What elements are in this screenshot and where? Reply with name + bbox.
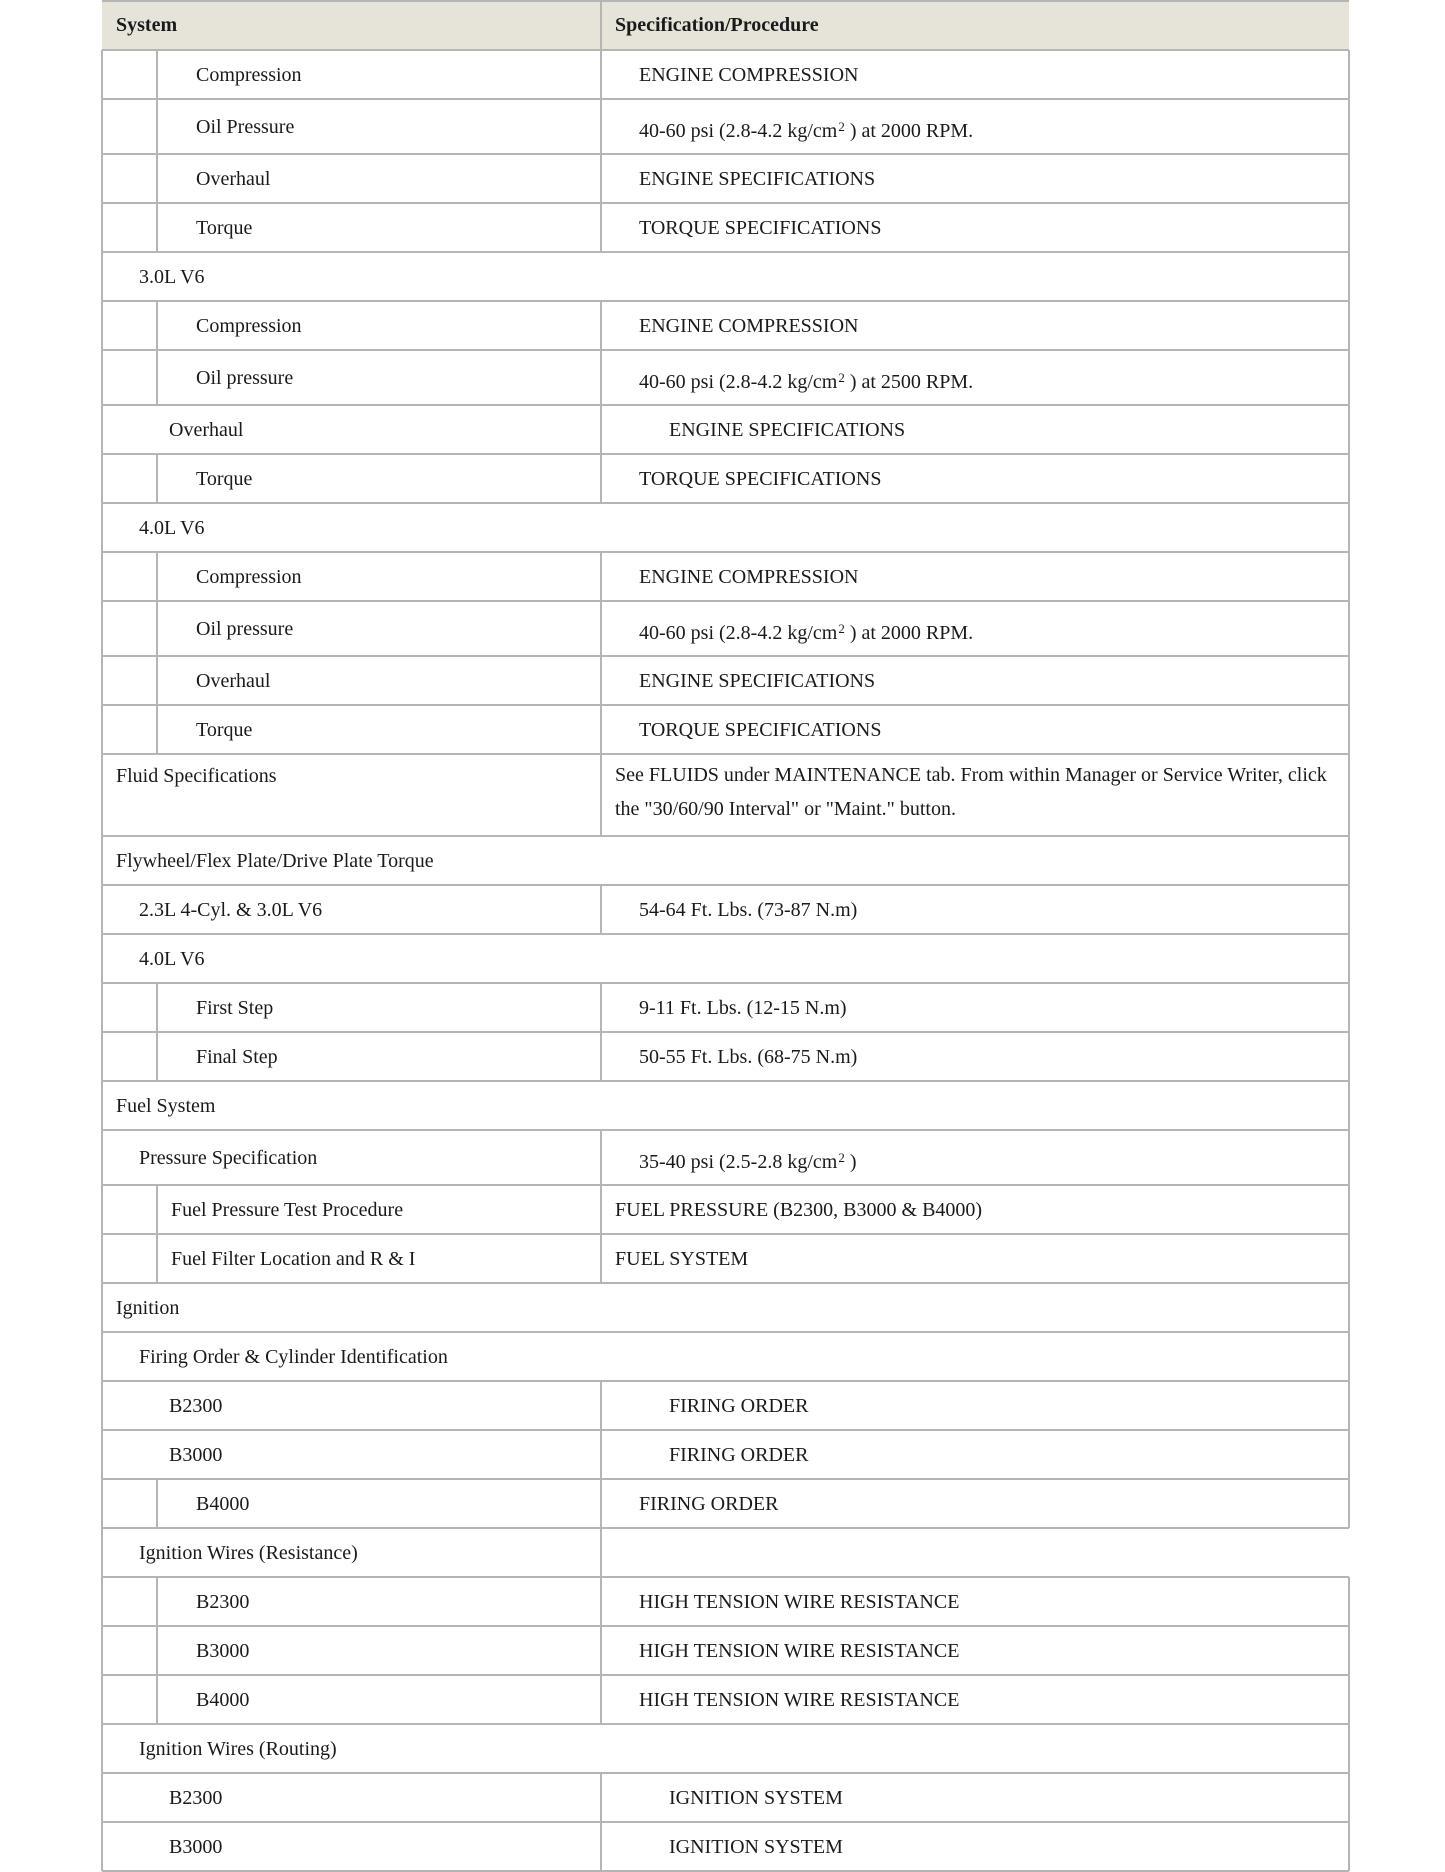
column-border bbox=[1348, 99, 1350, 154]
column-border bbox=[600, 1032, 602, 1081]
column-border bbox=[101, 1528, 103, 1577]
row-value: FIRING ORDER bbox=[669, 1444, 809, 1466]
row-value: See FLUIDS under MAINTENANCE tab. From within Manager or Service Writer, click the "30/60/90 Interval" or "Maint." button. bbox=[615, 764, 1327, 820]
column-border bbox=[600, 99, 602, 154]
column-border bbox=[600, 1430, 602, 1479]
column-border bbox=[101, 503, 103, 552]
column-border bbox=[101, 454, 103, 503]
row-label: Flywheel/Flex Plate/Drive Plate Torque bbox=[116, 850, 434, 872]
column-border bbox=[1348, 405, 1350, 454]
column-border bbox=[600, 0, 602, 50]
column-border bbox=[1348, 656, 1350, 705]
column-border bbox=[101, 1822, 103, 1871]
column-border bbox=[156, 350, 158, 405]
column-border bbox=[600, 1675, 602, 1724]
row-label: B4000 bbox=[196, 1493, 250, 1515]
table-row bbox=[102, 1081, 1349, 1130]
row-value: ENGINE COMPRESSION bbox=[639, 64, 859, 86]
column-border bbox=[101, 1430, 103, 1479]
column-border bbox=[600, 454, 602, 503]
row-label: Torque bbox=[196, 719, 253, 741]
column-border bbox=[1348, 503, 1350, 552]
row-label: Torque bbox=[196, 468, 253, 490]
row-label: Overhaul bbox=[196, 670, 271, 692]
row-value bbox=[639, 119, 973, 143]
value-text: 40-60 psi (2.8-4.2 kg/cm bbox=[639, 371, 838, 393]
column-border bbox=[1348, 754, 1350, 836]
column-border bbox=[101, 934, 103, 983]
row-label: Ignition bbox=[116, 1297, 180, 1319]
value-text: 40-60 psi (2.8-4.2 kg/cm bbox=[639, 120, 838, 142]
column-border bbox=[156, 601, 158, 656]
column-border bbox=[156, 154, 158, 203]
column-border bbox=[1348, 1234, 1350, 1283]
column-border bbox=[600, 601, 602, 656]
row-label: B4000 bbox=[196, 1689, 250, 1711]
row-value: TORQUE SPECIFICATIONS bbox=[639, 468, 882, 490]
column-border bbox=[156, 1675, 158, 1724]
column-border bbox=[101, 1675, 103, 1724]
column-border bbox=[1348, 601, 1350, 656]
row-label: Firing Order & Cylinder Identification bbox=[139, 1346, 448, 1368]
column-border bbox=[600, 1234, 602, 1283]
column-border bbox=[600, 405, 602, 454]
column-border bbox=[101, 1283, 103, 1332]
column-border bbox=[1348, 203, 1350, 252]
column-border bbox=[101, 1234, 103, 1283]
row-value: IGNITION SYSTEM bbox=[669, 1787, 843, 1809]
column-border bbox=[600, 1626, 602, 1675]
column-border bbox=[101, 154, 103, 203]
row-label: Fuel Pressure Test Procedure bbox=[171, 1199, 404, 1221]
column-border bbox=[1348, 1822, 1350, 1871]
column-border bbox=[1348, 1773, 1350, 1822]
column-border bbox=[1348, 1430, 1350, 1479]
table-row bbox=[102, 503, 1349, 552]
column-border bbox=[1348, 983, 1350, 1032]
table-row bbox=[102, 252, 1349, 301]
row-value: ENGINE SPECIFICATIONS bbox=[639, 168, 876, 190]
row-value: TORQUE SPECIFICATIONS bbox=[639, 217, 882, 239]
header-specification: Specification/Procedure bbox=[615, 14, 819, 36]
column-border bbox=[600, 1185, 602, 1234]
column-border bbox=[1348, 50, 1350, 99]
column-border bbox=[600, 1130, 602, 1185]
column-border bbox=[101, 1332, 103, 1381]
column-border bbox=[156, 1234, 158, 1283]
row-label: Torque bbox=[196, 217, 253, 239]
row-value: 54-64 Ft. Lbs. (73-87 N.m) bbox=[639, 899, 858, 921]
column-border bbox=[1348, 1675, 1350, 1724]
value-suffix: ) at 2000 RPM. bbox=[844, 622, 974, 644]
column-border bbox=[1348, 1381, 1350, 1430]
column-border bbox=[101, 601, 103, 656]
column-border bbox=[1348, 350, 1350, 405]
column-border bbox=[156, 50, 158, 99]
column-border bbox=[1348, 1577, 1350, 1626]
column-border bbox=[101, 252, 103, 301]
column-border bbox=[101, 656, 103, 705]
column-border bbox=[1348, 836, 1350, 885]
column-border bbox=[156, 1032, 158, 1081]
row-label: First Step bbox=[196, 997, 274, 1019]
row-value: 50-55 Ft. Lbs. (68-75 N.m) bbox=[639, 1046, 858, 1068]
column-border bbox=[600, 552, 602, 601]
column-border bbox=[101, 983, 103, 1032]
column-border bbox=[101, 885, 103, 934]
column-border bbox=[600, 350, 602, 405]
table-row bbox=[102, 1283, 1349, 1332]
row-label: B2300 bbox=[196, 1591, 250, 1613]
row-label: Compression bbox=[196, 64, 302, 86]
column-border bbox=[101, 552, 103, 601]
column-border bbox=[101, 1626, 103, 1675]
column-border bbox=[156, 1626, 158, 1675]
column-border bbox=[101, 1185, 103, 1234]
column-border bbox=[101, 203, 103, 252]
column-border bbox=[101, 1032, 103, 1081]
column-border bbox=[101, 99, 103, 154]
row-value: IGNITION SYSTEM bbox=[669, 1836, 843, 1858]
value-superscript: 2 bbox=[838, 119, 845, 134]
column-border bbox=[101, 1081, 103, 1130]
header-system: System bbox=[116, 14, 178, 36]
row-label: Ignition Wires (Resistance) bbox=[139, 1542, 358, 1564]
column-border bbox=[156, 656, 158, 705]
column-border bbox=[600, 754, 602, 836]
row-value: 9-11 Ft. Lbs. (12-15 N.m) bbox=[639, 997, 847, 1019]
column-border bbox=[1348, 1283, 1350, 1332]
row-label: B2300 bbox=[169, 1395, 223, 1417]
value-text: 40-60 psi (2.8-4.2 kg/cm bbox=[639, 622, 838, 644]
column-border bbox=[1348, 1185, 1350, 1234]
column-border bbox=[156, 1185, 158, 1234]
column-border bbox=[101, 50, 103, 99]
column-border bbox=[101, 705, 103, 754]
row-label: Oil pressure bbox=[196, 367, 294, 389]
row-label: 4.0L V6 bbox=[139, 948, 205, 970]
row-value bbox=[639, 621, 973, 645]
row-label: Overhaul bbox=[196, 168, 271, 190]
column-border bbox=[1348, 705, 1350, 754]
row-value: HIGH TENSION WIRE RESISTANCE bbox=[639, 1689, 960, 1711]
value-suffix: ) at 2500 RPM. bbox=[844, 371, 974, 393]
column-border bbox=[156, 983, 158, 1032]
column-border bbox=[101, 836, 103, 885]
row-value: ENGINE SPECIFICATIONS bbox=[639, 670, 876, 692]
column-border bbox=[156, 1479, 158, 1528]
row-label: Fluid Specifications bbox=[116, 765, 277, 787]
column-border bbox=[101, 1381, 103, 1430]
value-suffix: ) bbox=[844, 1151, 857, 1173]
column-border bbox=[101, 1577, 103, 1626]
column-border bbox=[156, 301, 158, 350]
row-value: FIRING ORDER bbox=[669, 1395, 809, 1417]
row-label: 4.0L V6 bbox=[139, 517, 205, 539]
row-label: B3000 bbox=[169, 1836, 223, 1858]
row-label: Fuel Filter Location and R & I bbox=[171, 1248, 416, 1270]
row-value: ENGINE COMPRESSION bbox=[639, 566, 859, 588]
column-border bbox=[1348, 1081, 1350, 1130]
column-border bbox=[1348, 1724, 1350, 1773]
column-border bbox=[156, 1577, 158, 1626]
row-value bbox=[639, 1150, 856, 1174]
row-value: TORQUE SPECIFICATIONS bbox=[639, 719, 882, 741]
column-border bbox=[1348, 1479, 1350, 1528]
column-border bbox=[101, 1479, 103, 1528]
column-border bbox=[1348, 885, 1350, 934]
row-label: Overhaul bbox=[169, 419, 244, 441]
column-border bbox=[101, 1130, 103, 1185]
value-text: 35-40 psi (2.5-2.8 kg/cm bbox=[639, 1151, 838, 1173]
column-border bbox=[101, 1724, 103, 1773]
row-label: Ignition Wires (Routing) bbox=[139, 1738, 337, 1760]
row-value: FUEL PRESSURE (B2300, B3000 & B4000) bbox=[615, 1199, 983, 1221]
row-label: Final Step bbox=[196, 1046, 278, 1068]
column-border bbox=[101, 1773, 103, 1822]
column-border bbox=[101, 405, 103, 454]
table-row bbox=[102, 934, 1349, 983]
row-label: Compression bbox=[196, 315, 302, 337]
column-border bbox=[156, 454, 158, 503]
column-border bbox=[600, 301, 602, 350]
column-border bbox=[600, 154, 602, 203]
row-value: FUEL SYSTEM bbox=[615, 1248, 749, 1270]
column-border bbox=[600, 203, 602, 252]
column-border bbox=[1348, 154, 1350, 203]
row-value bbox=[639, 370, 973, 394]
column-border bbox=[101, 754, 103, 836]
row-value: HIGH TENSION WIRE RESISTANCE bbox=[639, 1591, 960, 1613]
column-border bbox=[600, 1479, 602, 1528]
column-border bbox=[600, 983, 602, 1032]
column-border bbox=[1348, 454, 1350, 503]
column-border bbox=[1348, 252, 1350, 301]
row-border bbox=[102, 0, 1349, 2]
column-border bbox=[600, 1773, 602, 1822]
column-border bbox=[156, 705, 158, 754]
row-label: B3000 bbox=[196, 1640, 250, 1662]
column-border bbox=[1348, 1130, 1350, 1185]
column-border bbox=[1348, 301, 1350, 350]
row-value: HIGH TENSION WIRE RESISTANCE bbox=[639, 1640, 960, 1662]
row-label: 2.3L 4-Cyl. & 3.0L V6 bbox=[139, 899, 323, 921]
column-border bbox=[600, 50, 602, 99]
row-label: Fuel System bbox=[116, 1095, 216, 1117]
column-border bbox=[101, 350, 103, 405]
row-value: ENGINE SPECIFICATIONS bbox=[669, 419, 906, 441]
column-border bbox=[1348, 1332, 1350, 1381]
row-label: Oil pressure bbox=[196, 618, 294, 640]
column-border bbox=[156, 552, 158, 601]
row-label: B2300 bbox=[169, 1787, 223, 1809]
row-label: 3.0L V6 bbox=[139, 266, 205, 288]
row-label: B3000 bbox=[169, 1444, 223, 1466]
column-border bbox=[156, 203, 158, 252]
column-border bbox=[600, 1577, 602, 1626]
row-label: Oil Pressure bbox=[196, 116, 295, 138]
column-border bbox=[101, 301, 103, 350]
column-border bbox=[600, 656, 602, 705]
column-border bbox=[600, 1528, 602, 1577]
value-suffix: ) at 2000 RPM. bbox=[844, 120, 974, 142]
row-label: Compression bbox=[196, 566, 302, 588]
column-border bbox=[1348, 552, 1350, 601]
row-value: ENGINE COMPRESSION bbox=[639, 315, 859, 337]
column-border bbox=[1348, 1626, 1350, 1675]
row-value: FIRING ORDER bbox=[639, 1493, 779, 1515]
column-border bbox=[600, 705, 602, 754]
value-superscript: 2 bbox=[838, 370, 845, 385]
row-label: Pressure Specification bbox=[139, 1147, 318, 1169]
column-border bbox=[600, 1822, 602, 1871]
value-superscript: 2 bbox=[838, 1150, 845, 1165]
column-border bbox=[1348, 934, 1350, 983]
column-border bbox=[1348, 1032, 1350, 1081]
column-border bbox=[600, 1381, 602, 1430]
column-border bbox=[600, 885, 602, 934]
column-border bbox=[156, 99, 158, 154]
value-superscript: 2 bbox=[838, 621, 845, 636]
